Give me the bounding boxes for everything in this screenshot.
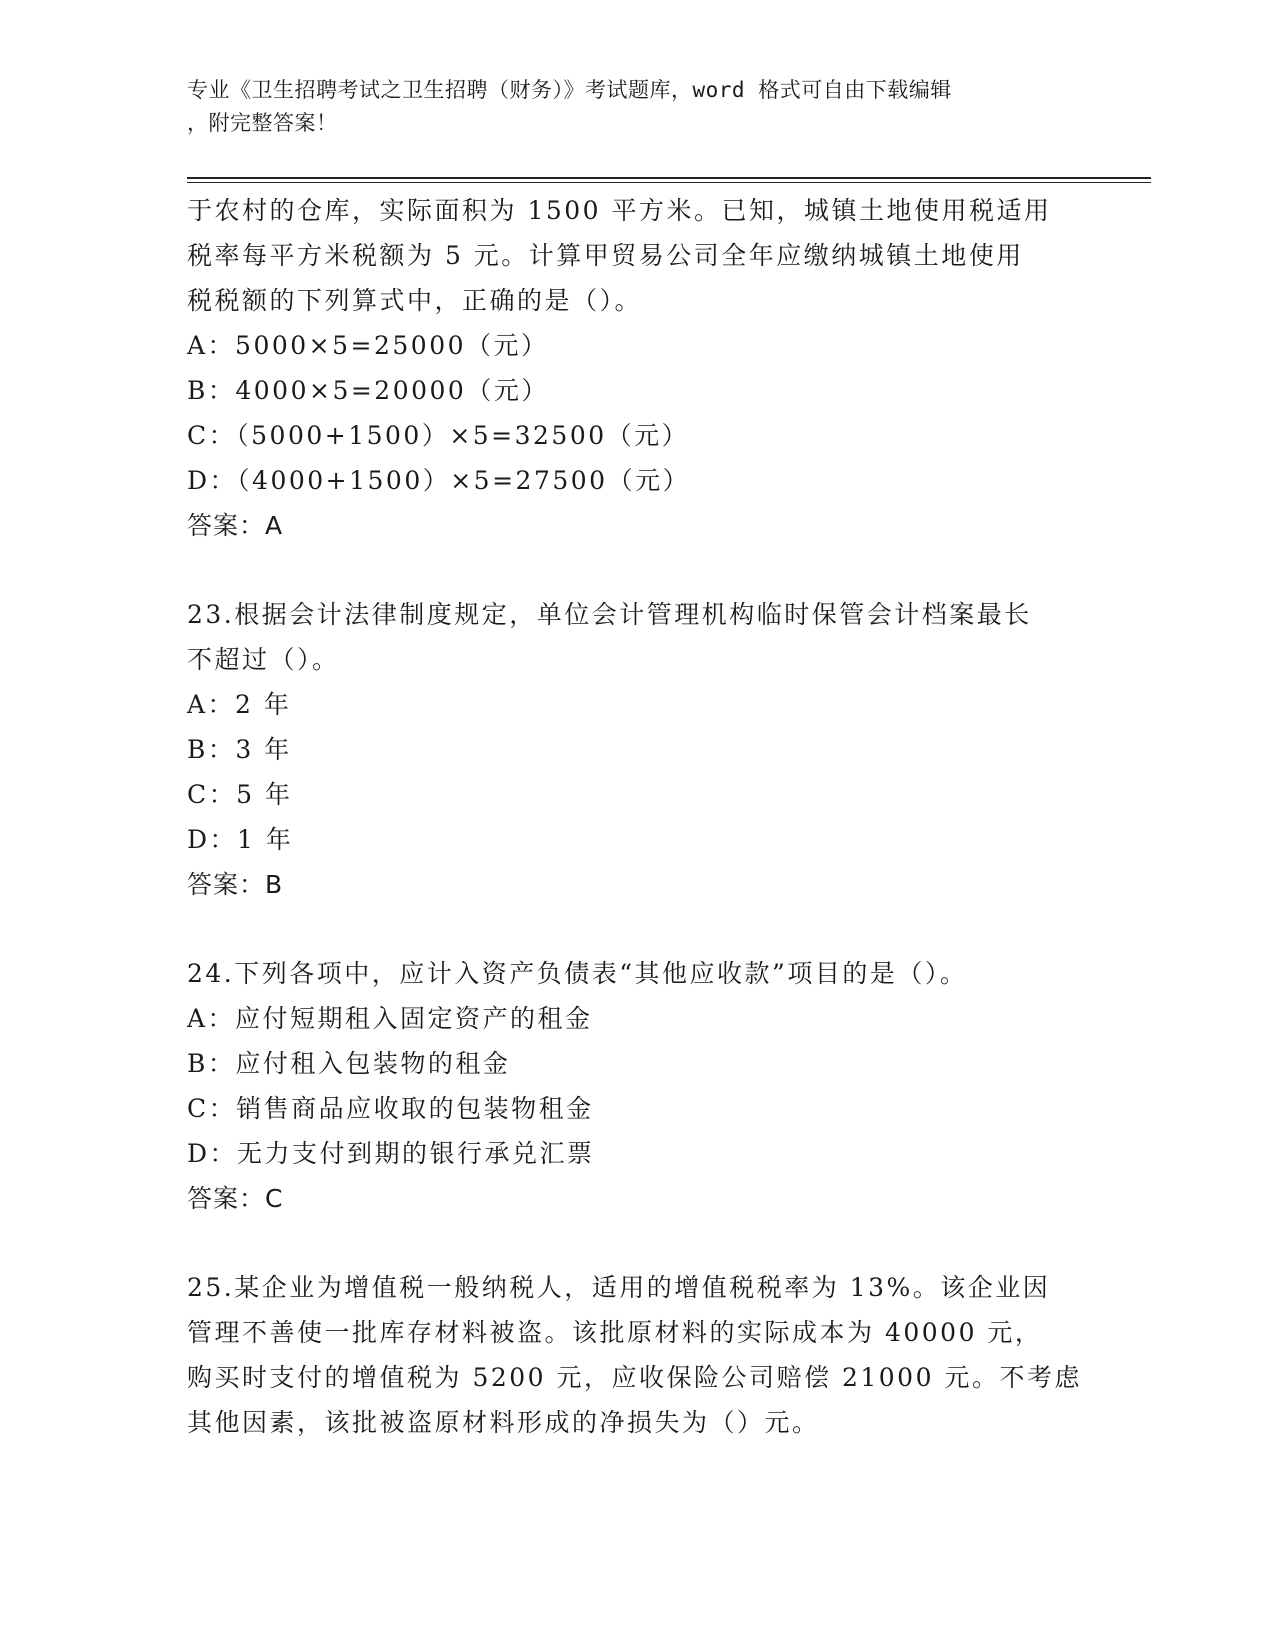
answer-label: 答案：A bbox=[187, 511, 284, 540]
answer-label: 答案：B bbox=[187, 870, 284, 899]
answer-label: 答案：C bbox=[187, 1184, 284, 1213]
spacer bbox=[187, 1221, 1087, 1265]
option-a: A：2 年 bbox=[187, 690, 292, 719]
document-header bbox=[187, 74, 1087, 140]
option-c: C：5 年 bbox=[187, 780, 293, 809]
spacer bbox=[187, 907, 1087, 951]
question-text-line: 购买时支付的增值税为 5200 元，应收保险公司赔偿 21000 元。不考虑 bbox=[187, 1363, 1082, 1392]
question-text-line: 税税额的下列算式中，正确的是（）。 bbox=[187, 286, 643, 315]
header-line-2: ，附完整答案！ bbox=[187, 111, 338, 135]
option-c: C：销售商品应收取的包装物租金 bbox=[187, 1094, 594, 1123]
header-divider-thin bbox=[187, 182, 1151, 183]
question-list bbox=[187, 188, 1087, 1445]
option-b: B：应付租入包装物的租金 bbox=[187, 1049, 511, 1078]
option-d: D：无力支付到期的银行承兑汇票 bbox=[187, 1139, 595, 1168]
question-24 bbox=[187, 951, 1087, 1221]
option-a: A：5000×5=25000（元） bbox=[187, 331, 549, 360]
question-text-line: 税率每平方米税额为 5 元。计算甲贸易公司全年应缴纳城镇土地使用 bbox=[187, 241, 1024, 270]
option-d: D：1 年 bbox=[187, 825, 294, 854]
question-text-line: 管理不善使一批库存材料被盗。该批原材料的实际成本为 40000 元， bbox=[187, 1318, 1043, 1347]
option-c: C：（5000+1500）×5=32500（元） bbox=[187, 421, 690, 450]
question-text-line: 23.根据会计法律制度规定，单位会计管理机构临时保管会计档案最长 bbox=[187, 600, 1032, 629]
question-text-line: 24.下列各项中，应计入资产负债表“其他应收款”项目的是（）。 bbox=[187, 959, 968, 988]
header-divider-thick bbox=[187, 177, 1151, 179]
option-b: B：3 年 bbox=[187, 735, 292, 764]
question-23 bbox=[187, 592, 1087, 907]
header-line-1: 专业《卫生招聘考试之卫生招聘（财务）》考试题库，word 格式可自由下载编辑 bbox=[187, 78, 952, 102]
option-a: A：应付短期租入固定资产的租金 bbox=[187, 1004, 593, 1033]
question-text-line: 其他因素，该批被盗原材料形成的净损失为（）元。 bbox=[187, 1408, 820, 1437]
spacer bbox=[187, 548, 1087, 592]
question-22 bbox=[187, 188, 1087, 548]
question-text-line: 不超过（）。 bbox=[187, 645, 340, 674]
question-text-line: 于农村的仓库，实际面积为 1500 平方米。已知，城镇土地使用税适用 bbox=[187, 196, 1052, 225]
option-d: D：（4000+1500）×5=27500（元） bbox=[187, 466, 691, 495]
question-25 bbox=[187, 1265, 1087, 1445]
question-text-line: 25.某企业为增值税一般纳税人，适用的增值税税率为 13%。该企业因 bbox=[187, 1273, 1051, 1302]
option-b: B：4000×5=20000（元） bbox=[187, 376, 549, 405]
